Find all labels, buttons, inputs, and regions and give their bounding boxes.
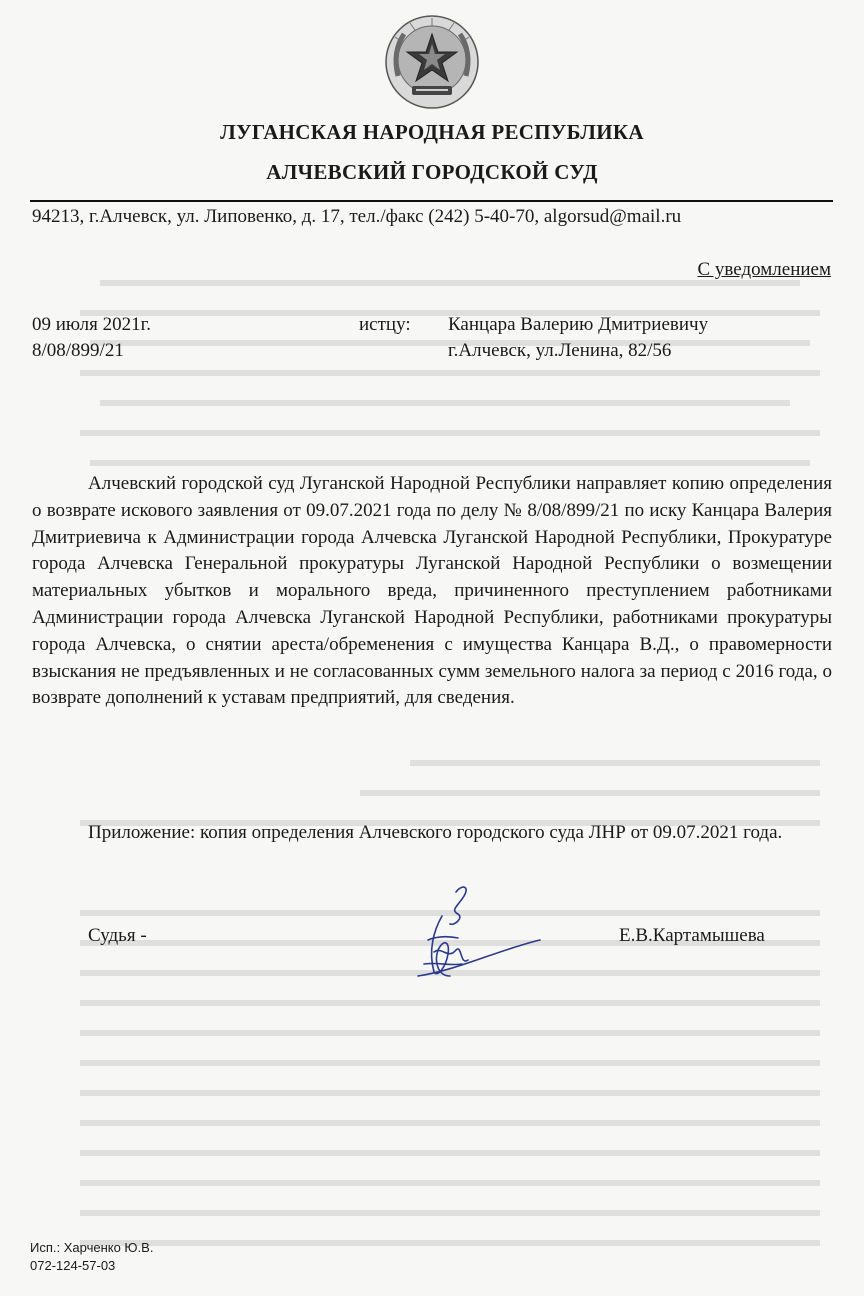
recipient-address: г.Алчевск, ул.Ленина, 82/56 bbox=[448, 340, 672, 361]
letter-date: 09 июля 2021г. bbox=[32, 314, 152, 335]
coat-of-arms-emblem bbox=[382, 12, 482, 112]
judge-name: Е.В.Картамышева bbox=[619, 925, 765, 946]
court-address: 94213, г.Алчевск, ул. Липовенко, д. 17, тел./факс (242) 5-40-70, algorsud@mail.ru bbox=[32, 206, 682, 227]
case-number: 8/08/899/21 bbox=[32, 340, 124, 361]
letter-body: Алчевский городской суд Луганской Народной Республики направляет копию определения о возврате искового заявления от 09.07.2021 года по делу № 8/08/899/21 по иску Канцара Валерия Дмитриевича к Администрации города Алчевска Луганской Народной Республики, Прокуратуре города Алчевска Генеральной прокуратуры Луганской Народной Республики о возмещении материальных убытков и морального вреда, причиненного преступлением работниками Администрации города Алчевска Луганской Народной Республики, работниками прокуратуры города Алчевска, о снятии ареста/обременения с имущества Канцара В.Д., о правомерности взыскания не предъявленных и не согласованных сумм земельного налога за период с 2016 года, о возврате дополнений к уставам предприятий, для сведения. bbox=[32, 473, 832, 709]
header-divider bbox=[30, 200, 833, 202]
republic-title: ЛУГАНСКАЯ НАРОДНАЯ РЕСПУБЛИКА bbox=[220, 120, 644, 144]
recipient-role: истцу: bbox=[359, 314, 411, 335]
appendix-note: Приложение: копия определения Алчевского городского суда ЛНР от 09.07.2021 года. bbox=[88, 822, 783, 843]
executor-phone: 072-124-57-03 bbox=[30, 1258, 116, 1273]
executor-name: Исп.: Харченко Ю.В. bbox=[30, 1240, 154, 1255]
bleed-through-texture bbox=[60, 270, 840, 1270]
signature-title: Судья - bbox=[88, 925, 147, 946]
court-title: АЛЧЕВСКИЙ ГОРОДСКОЙ СУД bbox=[266, 160, 598, 184]
recipient-name: Канцара Валерию Дмитриевичу bbox=[448, 314, 709, 335]
handwritten-signature bbox=[398, 880, 548, 990]
delivery-notice: С уведомлением bbox=[697, 259, 831, 280]
